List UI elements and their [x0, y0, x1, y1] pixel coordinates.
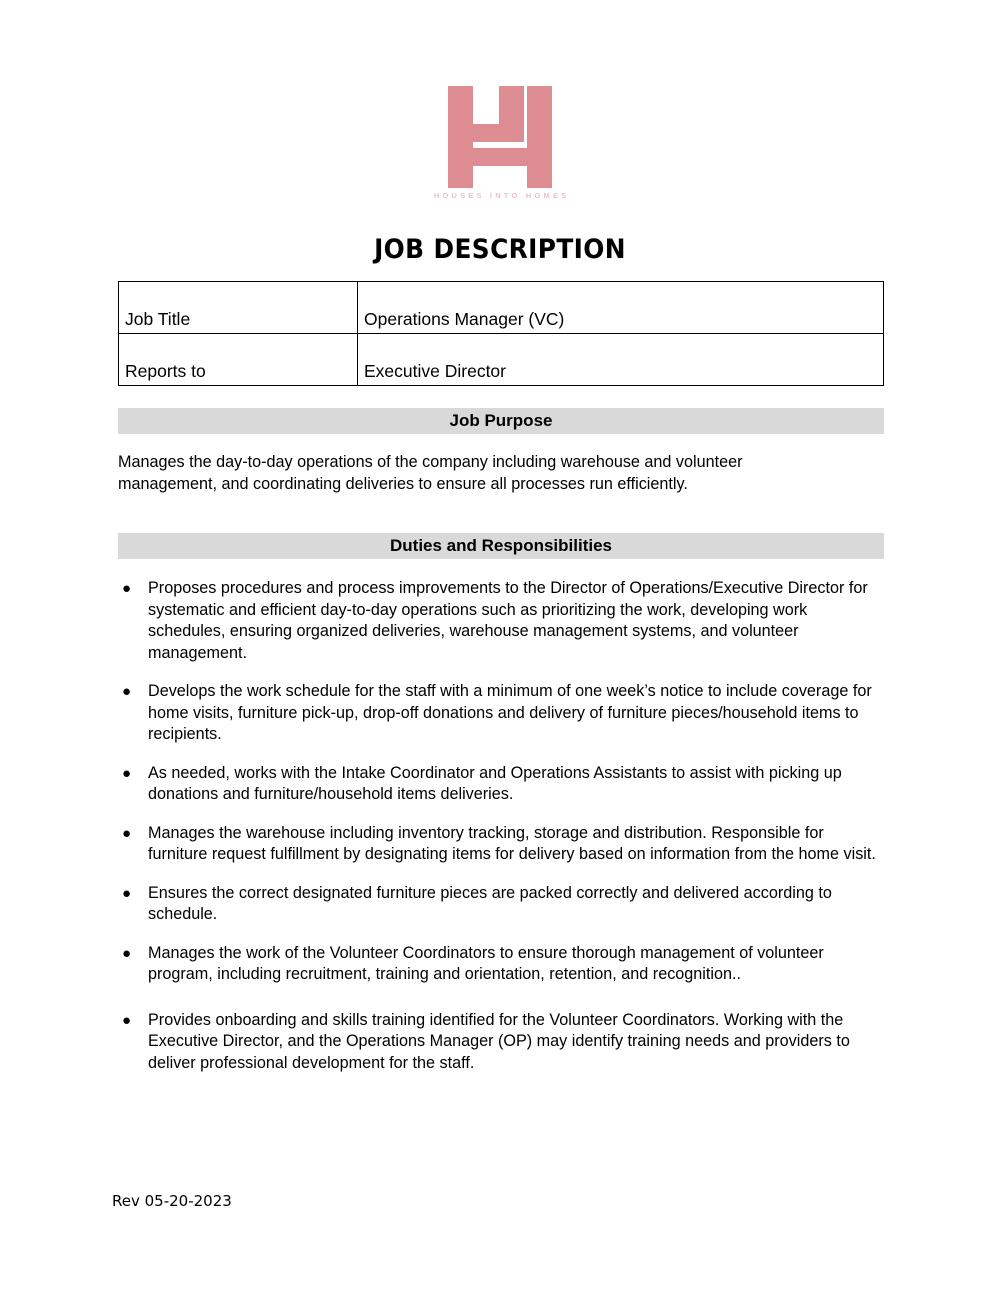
list-item [118, 763, 878, 806]
list-item-text: Develops the work schedule for the staff with a minimum of one week’s notice to include coverage for home visits, furniture pick-up, drop-off donations and delivery of furniture pieces/household items to recipients. [148, 682, 872, 743]
bullet-icon: ● [122, 580, 132, 597]
list-item [118, 681, 878, 746]
revision-footer: Rev 05-20-2023 [112, 1192, 232, 1210]
section-heading-job-purpose: Job Purpose [118, 408, 884, 434]
list-item [118, 823, 878, 866]
page-title: JOB DESCRIPTION [374, 234, 626, 265]
bullet-icon: ● [122, 1011, 132, 1029]
houses-into-homes-logo-icon [444, 84, 556, 190]
job-purpose-body: Manages the day-to-day operations of the company including warehouse and volunteer management, and coordinating deliveries to ensure all processes run efficiently. [118, 453, 743, 493]
duties-list [118, 578, 878, 1091]
list-item-text: Ensures the correct designated furniture pieces are packed correctly and delivered according to schedule. [148, 883, 832, 923]
bullet-icon: ● [122, 944, 132, 962]
table-row [119, 334, 884, 386]
job-info-table [118, 281, 884, 386]
list-item [118, 883, 878, 926]
list-item-text: As needed, works with the Intake Coordinator and Operations Assistants to assist with picking up donations and furniture/household items deliveries. [148, 763, 842, 803]
section-heading-duties: Duties and Responsibilities [118, 533, 884, 559]
list-item [118, 943, 878, 986]
job-title-value: Operations Manager (VC) [358, 282, 884, 334]
list-item [118, 578, 878, 664]
logo-tagline: HOUSES INTO HOMES [433, 191, 570, 200]
table-row [119, 282, 884, 334]
list-item-text: Provides onboarding and skills training identified for the Volunteer Coordinators. Working with the Executive Director, and the Operations Manager (OP) may identify training needs and providers to deliver professional development for the staff. [148, 1010, 850, 1072]
job-title-label: Job Title [119, 282, 358, 334]
list-item [118, 1010, 878, 1075]
bullet-icon: ● [122, 683, 132, 700]
organization-logo [0, 84, 1000, 200]
bullet-icon: ● [122, 884, 132, 902]
bullet-icon: ● [122, 764, 132, 782]
list-item-text: Proposes procedures and process improvements to the Director of Operations/Executive Director for systematic and efficient day-to-day operations such as prioritizing the work, developing work schedules, ensuring organized deliveries, warehouse management systems, and volunteer management. [148, 579, 868, 662]
bullet-icon: ● [122, 824, 132, 842]
reports-to-value: Executive Director [358, 334, 884, 386]
reports-to-label: Reports to [119, 334, 358, 386]
list-item-text: Manages the warehouse including inventory tracking, storage and distribution. Responsible for furniture request fulfillment by designating items for delivery based on information from the home visit. [148, 823, 876, 863]
list-item-text: Manages the work of the Volunteer Coordinators to ensure thorough management of volunteer program, including recruitment, training and orientation, retention, and recognition.. [148, 943, 824, 983]
